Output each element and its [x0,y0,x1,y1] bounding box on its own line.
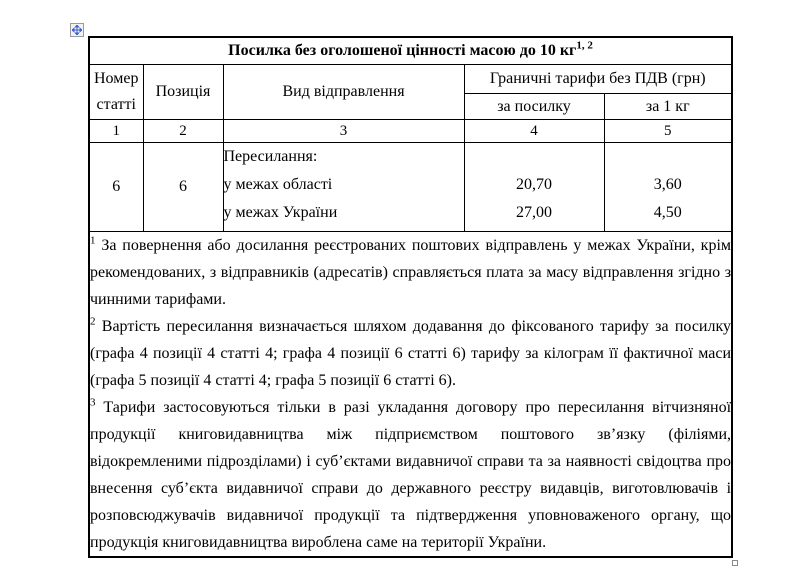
footnote-3 [90,394,731,556]
cell-tariff-per-kg [604,143,732,232]
tariff-value: 27,00 [516,204,552,221]
table-row [89,65,732,94]
kind-line: Пересилання: [223,148,318,165]
cell-position-number: 6 [143,143,223,232]
table-resize-handle[interactable] [732,560,738,566]
footnote-marker: 2 [90,315,96,328]
move-arrows-icon [72,25,82,35]
spacer [465,143,604,171]
column-number: 2 [143,120,223,143]
footnote-marker: 3 [90,396,96,409]
table-move-handle[interactable] [70,23,84,37]
column-header-position: Позиція [143,65,223,120]
footnote-text: Тарифи застосовуються тільки в разі укладання договору про пересилання вітчизняної продукції книговидавництва між підприємством поштового зв’язку (філіями, відокремленими підрозділами) і суб’єктами видавничої справи та за наявності свідоцтва про внесення суб’єкта видавничої справи до державного реєстру видавців, виготовлювачів і розповсюджувачів видавничої продукції та підтвердження уповноваженого органу, що продукція книговидавництва вироблена саме на території України. [90,399,732,551]
footnotes-cell [89,232,732,558]
column-number-row [89,120,732,143]
column-header-kind: Вид відправлення [223,65,464,120]
tariff-value: 4,50 [653,204,682,221]
table-title-text: Посилка без оголошеної цінності масою до 10 кг [228,42,577,59]
footnote-2 [90,313,731,394]
footnote-text: Вартість пересилання визначається шляхом додавання до фіксованого тарифу за посилку (графа 4 позиції 4 статті 4; графа 4 позиції 6 статті 6) тарифу за кілограм її фактичної маси (графа 5 позиції 4 статті 4; графа 5 позиції 6 статті 6). [90,318,732,389]
column-number: 4 [464,120,604,143]
table-title-footnote-marker: 1, 2 [576,39,593,52]
footnote-text: За повернення або досилання реєстрованих поштових відправлень у межах України, крім рекомендованих, з відправників (адресатів) справляється плата за масу відправлення згідно з чинними тарифами. [90,237,732,308]
column-header-tariff-group: Граничні тарифи без ПДВ (грн) [464,65,732,94]
column-header-per-parcel: за посилку [464,94,604,120]
cell-tariff-per-parcel [464,143,604,232]
column-number: 3 [223,120,464,143]
cell-kind-of-shipment [223,143,464,232]
cell-article-number: 6 [89,143,143,232]
column-number: 5 [604,120,732,143]
tariff-value: 20,70 [516,176,552,193]
spacer [605,143,732,171]
column-header-article: Номер статті [89,65,143,120]
column-number: 1 [89,120,143,143]
column-header-per-kg: за 1 кг [604,94,732,120]
tariff-value: 3,60 [653,176,682,193]
kind-line: у межах України [223,204,338,221]
table-row [89,232,732,558]
kind-line: у межах області [223,176,333,193]
footnote-1 [90,232,731,313]
tariff-table [88,36,733,558]
table-title [89,37,732,65]
table-row [89,143,732,232]
table-row [89,37,732,65]
footnote-marker: 1 [90,234,96,247]
